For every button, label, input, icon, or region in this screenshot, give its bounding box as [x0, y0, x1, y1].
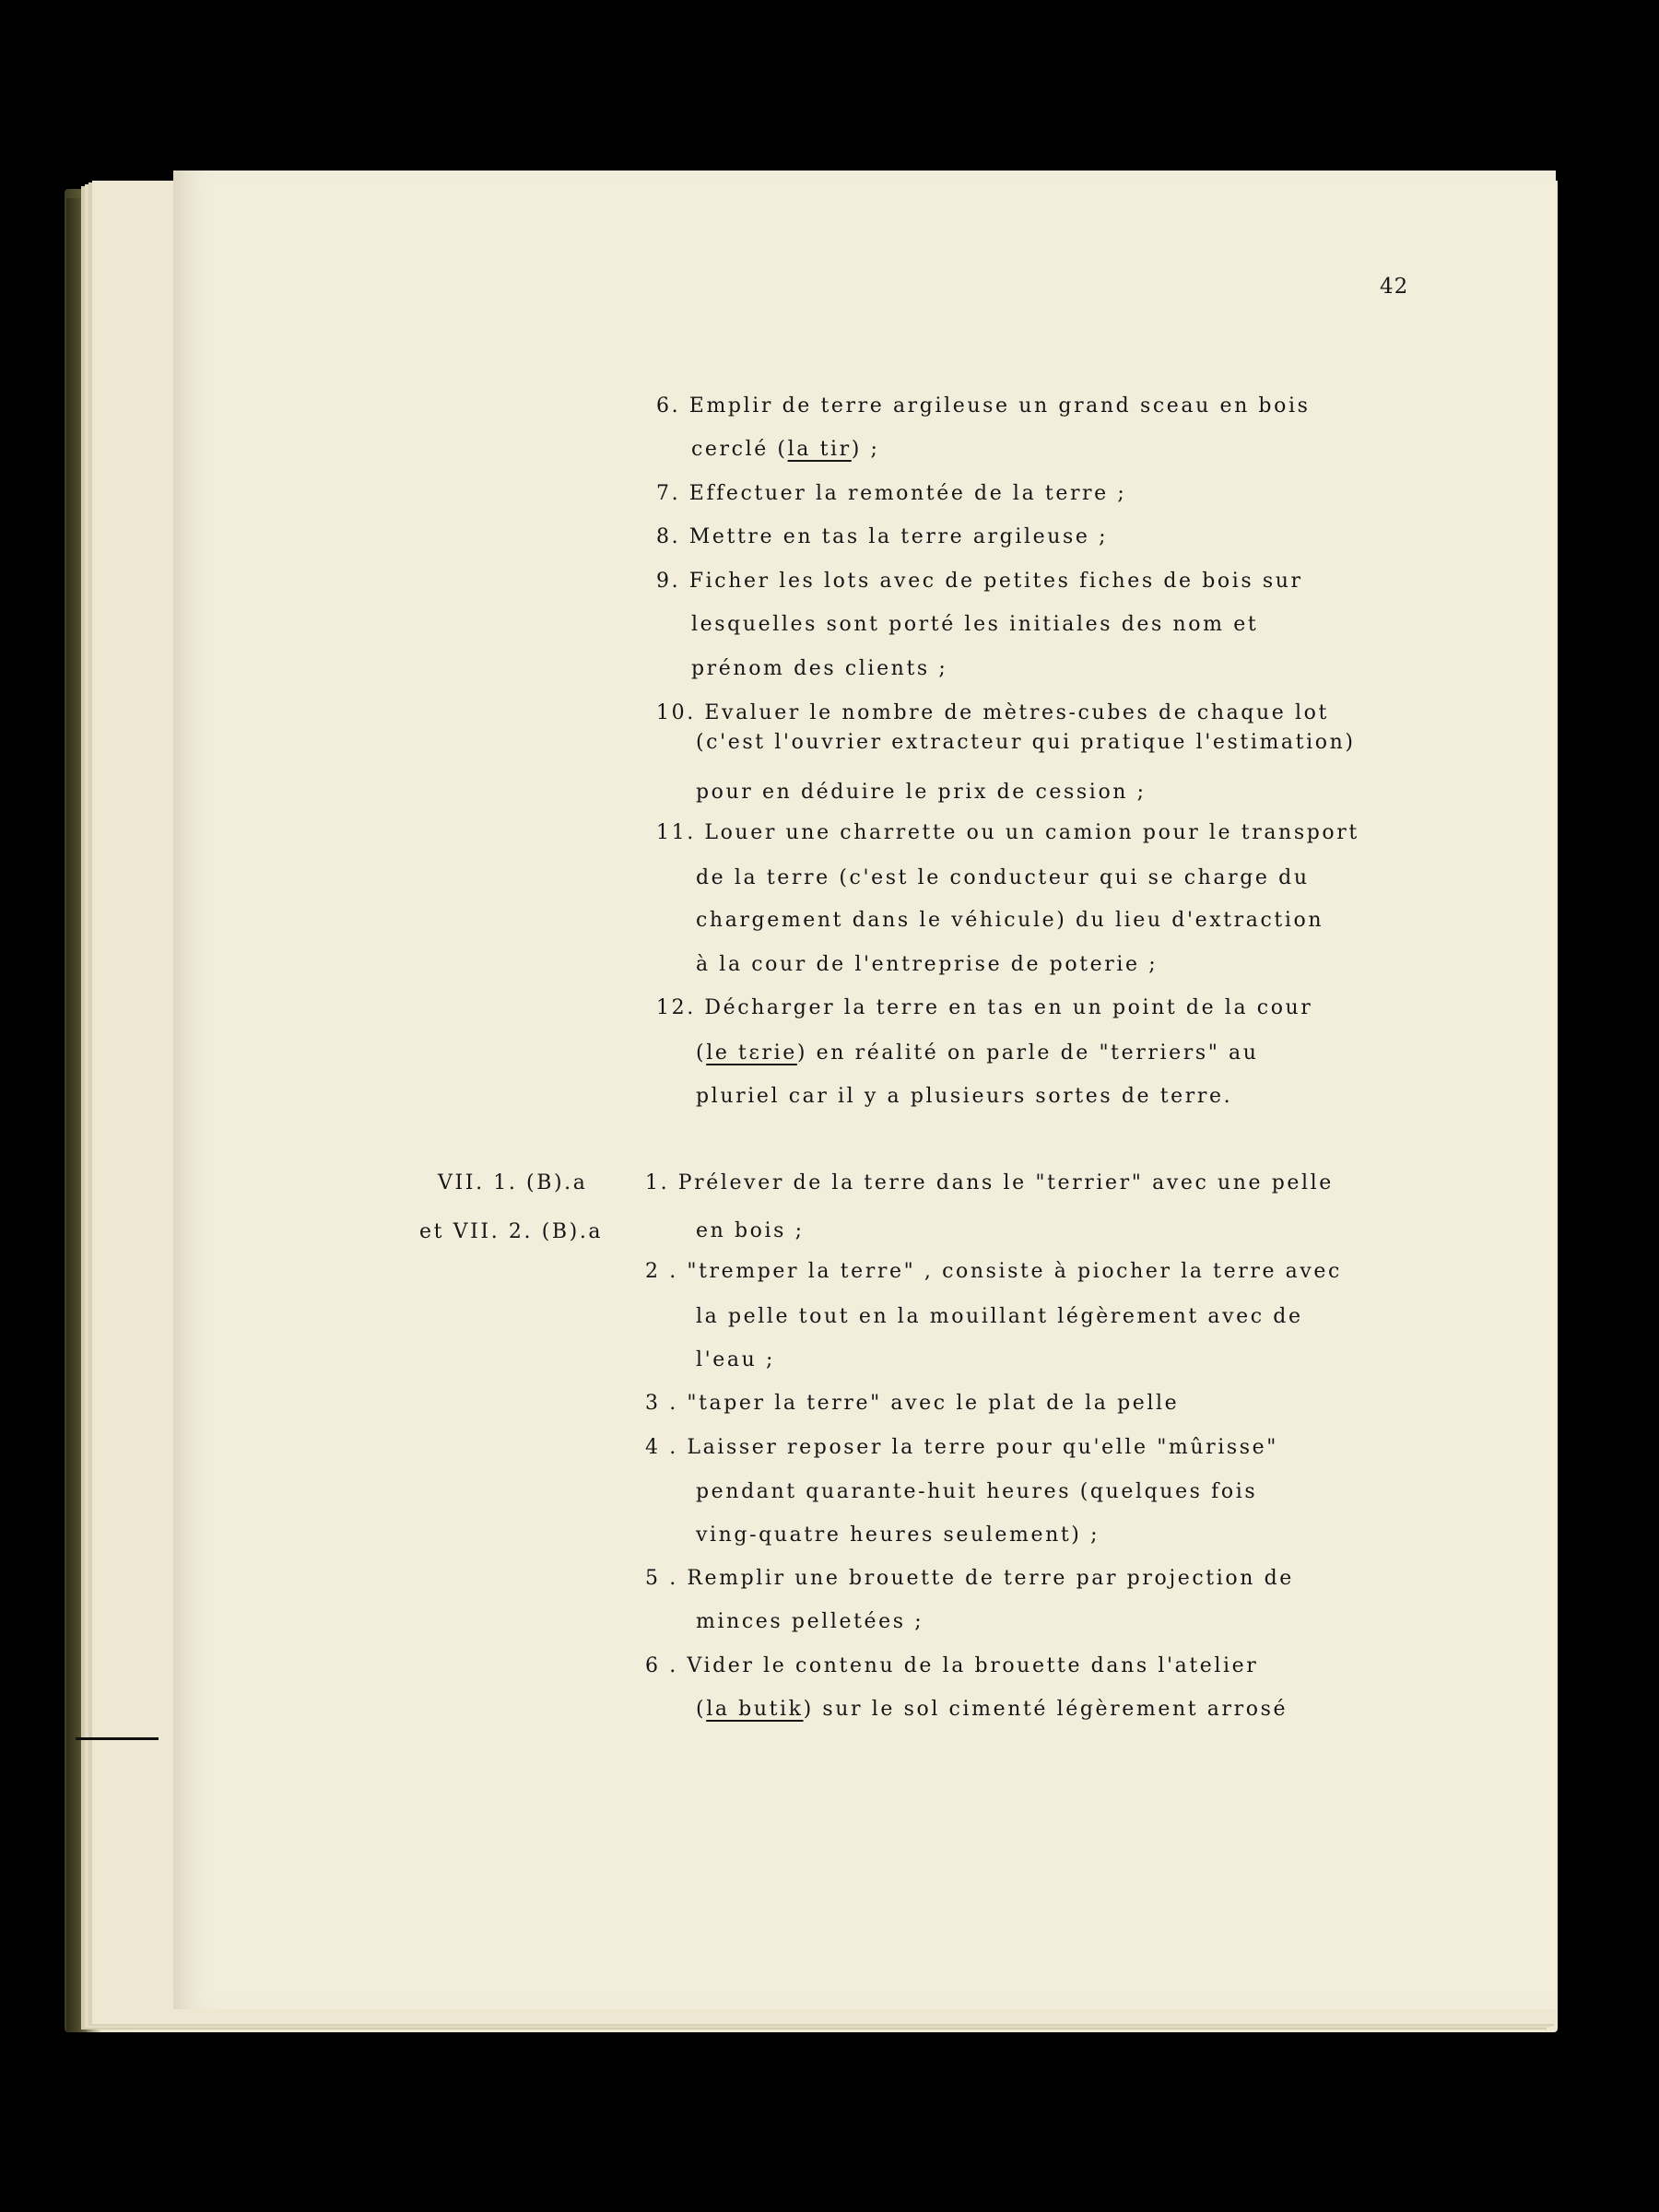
line-text: ving-quatre heures seulement) ; [696, 1524, 1100, 1547]
section_b-line [696, 1480, 1257, 1503]
page-number: 42 [1380, 275, 1409, 299]
section_b-line [696, 1610, 924, 1633]
section_b-line [645, 1654, 1258, 1677]
line-text: en bois ; [696, 1219, 805, 1242]
line-text: pluriel car il y a plusieurs sortes de terre. [696, 1085, 1233, 1108]
section-reference: VII. 1. (B).a [438, 1171, 588, 1194]
section_b-line [696, 1698, 1288, 1721]
line-text: 11. Louer une charrette ou un camion pour le transport [656, 821, 1359, 844]
section_a-line [656, 525, 1108, 548]
line-text: 8. Mettre en tas la terre argileuse ; [656, 525, 1109, 548]
section_a-line [656, 996, 1312, 1019]
line-text: ) ; [851, 438, 880, 461]
section_b-line [645, 1171, 1334, 1194]
section_a-line [691, 613, 1258, 636]
line-text: lesquelles sont porté les initiales des nom et [691, 613, 1259, 636]
section_b-line [696, 1305, 1303, 1328]
line-text: 6 . Vider le contenu de la brouette dans l'atelier [645, 1654, 1259, 1677]
line-text: 6. Emplir de terre argileuse un grand sceau en bois [656, 394, 1311, 418]
line-text: 12. Décharger la terre en tas en un point de la cour [656, 996, 1313, 1019]
section_a-line [696, 781, 1147, 804]
line-text: 2 . "tremper la terre" , consiste à piocher la terre avec [645, 1260, 1342, 1283]
line-text: 10. Evaluer le nombre de mètres-cubes de chaque lot [656, 701, 1329, 724]
section_a-line [656, 482, 1126, 505]
section_a-line [691, 438, 880, 461]
section_a-line [691, 657, 947, 680]
line-text: cerclé ( [691, 438, 788, 461]
section_b-line [645, 1392, 1179, 1415]
section_a-line [696, 1085, 1232, 1108]
line-text: 1. Prélever de la terre dans le "terrier" avec une pelle [645, 1171, 1334, 1194]
section_a-line [696, 909, 1324, 932]
line-text: l'eau ; [696, 1348, 775, 1371]
binding-strip [66, 198, 87, 2032]
edge-mark [76, 1737, 159, 1740]
section_b-line [645, 1436, 1278, 1459]
line-text: 9. Ficher les lots avec de petites fiches de bois sur [656, 570, 1303, 593]
line-text: ( [696, 1041, 707, 1065]
line-text: à la cour de l'entreprise de poterie ; [696, 953, 1159, 976]
section_a-line [696, 953, 1158, 976]
line-text: (c'est l'ouvrier extracteur qui pratique l'estimation) [696, 731, 1356, 754]
section_b-line [645, 1567, 1294, 1590]
line-text: pour en déduire le prix de cession ; [696, 781, 1147, 804]
line-text: chargement dans le véhicule) du lieu d'extraction [696, 909, 1324, 932]
section_b-line [645, 1260, 1342, 1283]
underlined-term: le tɛrie [706, 1041, 797, 1065]
section_a-line [696, 1041, 1259, 1065]
line-text: pendant quarante-huit heures (quelques fois [696, 1480, 1258, 1503]
line-text: de la terre (c'est le conducteur qui se charge du [696, 866, 1310, 889]
line-text: prénom des clients ; [691, 657, 948, 680]
underlined-term: la tir [787, 438, 852, 461]
section_a-line [656, 570, 1303, 593]
line-text: 4 . Laisser reposer la terre pour qu'elle "mûrisse" [645, 1436, 1279, 1459]
line-text: 7. Effectuer la remontée de la terre ; [656, 482, 1127, 505]
line-text: la pelle tout en la mouillant légèrement avec de [696, 1305, 1303, 1328]
underlined-term: la butik [706, 1698, 804, 1721]
section_a-line [656, 394, 1311, 418]
line-text: minces pelletées ; [696, 1610, 924, 1633]
section_a-line [656, 821, 1359, 844]
section-reference: et VII. 2. (B).a [419, 1220, 604, 1243]
section_b-line [696, 1524, 1100, 1547]
section_a-line [656, 701, 1329, 724]
section_b-line [696, 1219, 805, 1242]
line-text: 5 . Remplir une brouette de terre par projection de [645, 1567, 1294, 1590]
line-text: ( [696, 1698, 707, 1721]
line-text: ) sur le sol cimenté légèrement arrosé [803, 1698, 1288, 1721]
section_b-line [696, 1348, 775, 1371]
section_a-line [696, 731, 1356, 754]
section_a-line [696, 866, 1310, 889]
line-text: ) en réalité on parle de "terriers" au [796, 1041, 1259, 1065]
line-text: 3 . "taper la terre" avec le plat de la pelle [645, 1392, 1180, 1415]
